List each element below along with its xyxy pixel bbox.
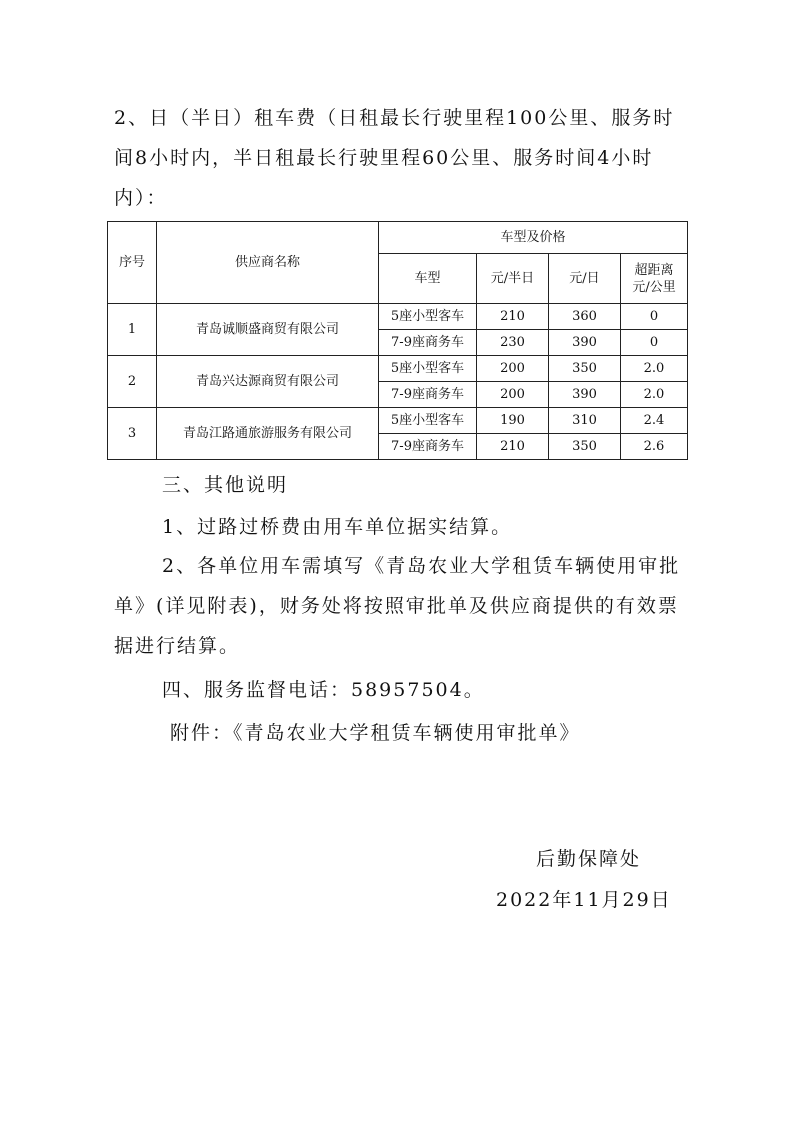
vehicle-type: 7-9座商务车 — [379, 434, 477, 460]
price-extra: 0 — [621, 330, 688, 356]
note-1: 1、过路过桥费由用车单位据实结算。 — [162, 516, 513, 538]
section-3-heading: 三、其他说明 — [162, 474, 289, 496]
supplier-name: 青岛诚顺盛商贸有限公司 — [157, 304, 379, 356]
price-half-day: 210 — [477, 304, 549, 330]
price-half-day: 190 — [477, 408, 549, 434]
price-day: 360 — [549, 304, 621, 330]
supplier-name: 青岛兴达源商贸有限公司 — [157, 356, 379, 408]
rental-fee-intro: 2、日（半日）租车费（日租最长行驶里程100公里、服务时间8小时内，半日租最长行驶里程60公里、服务时间4小时内）： — [114, 107, 675, 209]
price-day: 390 — [549, 382, 621, 408]
vehicle-type: 7-9座商务车 — [379, 382, 477, 408]
header-supplier: 供应商名称 — [157, 222, 379, 304]
price-table — [107, 221, 688, 460]
header-vehicle-type: 车型 — [379, 254, 477, 304]
supplier-name: 青岛江路通旅游服务有限公司 — [157, 408, 379, 460]
price-half-day: 230 — [477, 330, 549, 356]
price-half-day: 200 — [477, 356, 549, 382]
vehicle-type: 5座小型客车 — [379, 408, 477, 434]
price-extra: 2.6 — [621, 434, 688, 460]
note-2: 2、各单位用车需填写《青岛农业大学租赁车辆使用审批单》(详见附表)，财务处将按照审批单及供应商提供的有效票据进行结算。 — [114, 555, 681, 657]
price-extra: 2.0 — [621, 356, 688, 382]
table-row — [108, 408, 688, 434]
price-extra: 0 — [621, 304, 688, 330]
vehicle-type: 5座小型客车 — [379, 356, 477, 382]
table-header-row — [108, 222, 688, 254]
supplier-index: 1 — [108, 304, 157, 356]
signature-date: 2022年11月29日 — [496, 889, 672, 911]
price-day: 350 — [549, 356, 621, 382]
price-extra: 2.0 — [621, 382, 688, 408]
header-index: 序号 — [108, 222, 157, 304]
vehicle-type: 5座小型客车 — [379, 304, 477, 330]
supplier-index: 2 — [108, 356, 157, 408]
price-extra: 2.4 — [621, 408, 688, 434]
price-half-day: 210 — [477, 434, 549, 460]
section-4-phone: 四、服务监督电话：58957504。 — [162, 679, 485, 701]
table-row — [108, 304, 688, 330]
supplier-index: 3 — [108, 408, 157, 460]
price-day: 350 — [549, 434, 621, 460]
header-extra-line2: 元/公里 — [632, 279, 676, 295]
price-day: 390 — [549, 330, 621, 356]
table-row — [108, 356, 688, 382]
header-vehicle-price: 车型及价格 — [379, 222, 688, 254]
header-half-day: 元/半日 — [477, 254, 549, 304]
header-day: 元/日 — [549, 254, 621, 304]
signature-department: 后勤保障处 — [536, 848, 642, 870]
header-extra-line1: 超距离 — [634, 262, 674, 278]
vehicle-type: 7-9座商务车 — [379, 330, 477, 356]
attachment-line: 附件：《青岛农业大学租赁车辆使用审批单》 — [170, 722, 581, 744]
header-extra-distance — [621, 254, 688, 304]
price-day: 310 — [549, 408, 621, 434]
price-half-day: 200 — [477, 382, 549, 408]
